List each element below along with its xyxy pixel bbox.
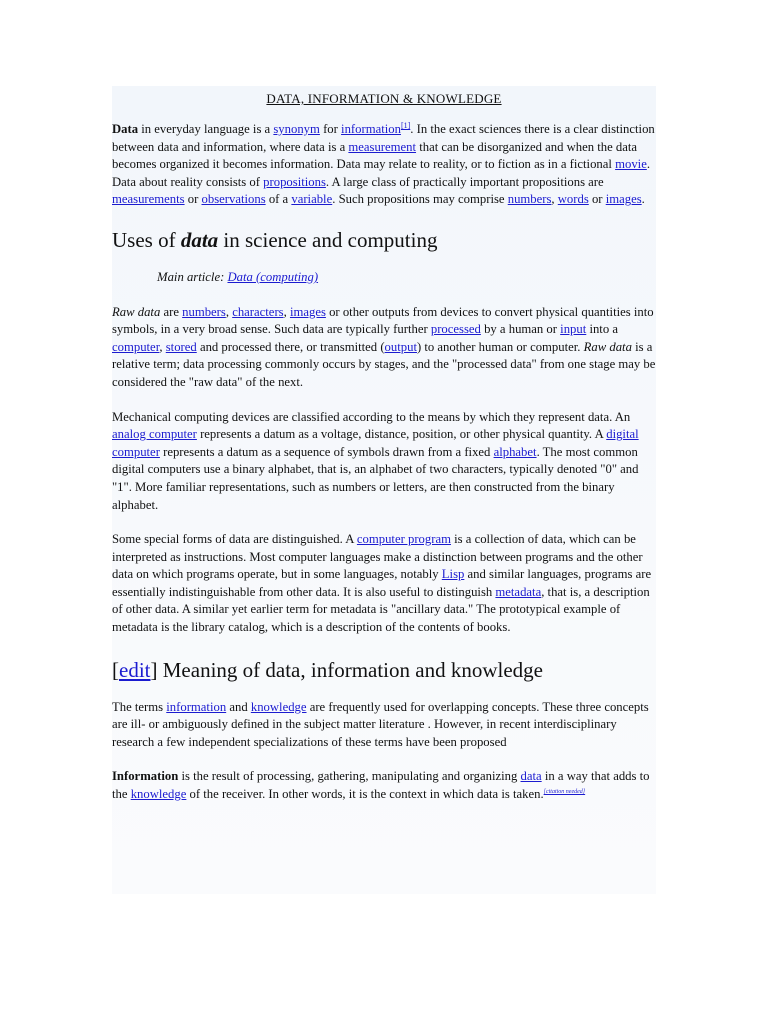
main-article-label: Main article: xyxy=(157,269,228,284)
link-knowledge[interactable]: knowledge xyxy=(250,699,307,714)
text-span: , xyxy=(159,339,166,354)
link-digital-computer[interactable]: digital computer xyxy=(112,427,639,459)
text-span: Some special forms of data are distinguished. A xyxy=(112,532,357,547)
link-information[interactable]: information xyxy=(341,122,401,136)
paragraph-information-definition xyxy=(112,768,656,803)
text-span: is a relative term; data processing commonly occurs by stages, and the "processed data" from one stage may be considered the "raw data" of the next. xyxy=(112,339,656,389)
link-propositions[interactable]: propositions xyxy=(263,174,326,189)
section-heading-meaning xyxy=(112,657,656,683)
heading-emphasis: data xyxy=(180,227,219,252)
document-page xyxy=(112,86,656,894)
link-information[interactable]: information xyxy=(166,699,227,714)
italic-term: Raw data xyxy=(583,339,632,354)
text-span: in a way that adds to the xyxy=(112,769,650,802)
link-observations[interactable]: observations xyxy=(201,192,266,207)
link-computer[interactable]: computer xyxy=(112,339,160,354)
text-span: or other outputs from devices to convert physical quantities into symbols, in a very broad sense. Such data are typically further xyxy=(112,304,654,337)
link-measurement[interactable]: measurement xyxy=(348,139,417,154)
link-computer-program[interactable]: computer program xyxy=(356,532,451,547)
paragraph-terms xyxy=(112,699,656,752)
bold-term-information: Information xyxy=(112,769,179,784)
text-span: , xyxy=(283,304,290,319)
paragraph-special-forms xyxy=(112,531,656,637)
link-numbers[interactable]: numbers xyxy=(507,192,552,207)
text-span: and xyxy=(226,699,251,714)
link-alphabet[interactable]: alphabet xyxy=(493,444,537,459)
text-span: or xyxy=(588,192,606,207)
link-knowledge[interactable]: knowledge xyxy=(130,787,187,802)
link-images[interactable]: images xyxy=(289,304,326,319)
link-numbers[interactable]: numbers xyxy=(182,304,226,319)
link-images[interactable]: images xyxy=(605,192,642,207)
text-span: , xyxy=(225,304,233,319)
text-span: . Data about reality consists of xyxy=(112,157,650,189)
heading-text: Uses of xyxy=(112,227,181,252)
link-processed[interactable]: processed xyxy=(430,322,481,337)
text-span: ) to another human or computer. xyxy=(416,339,584,354)
bracket-close: ] xyxy=(150,657,158,682)
text-span: and processed there, or transmitted ( xyxy=(196,339,385,354)
paragraph-raw-data xyxy=(112,304,656,392)
text-span: for xyxy=(319,122,342,136)
text-span: of a xyxy=(265,192,292,207)
paragraph-mechanical-computing xyxy=(112,409,656,515)
text-span: The terms xyxy=(112,699,167,714)
text-span: . Such propositions may comprise xyxy=(332,192,508,207)
footnote-reference-1[interactable]: [1] xyxy=(400,120,411,130)
link-movie[interactable]: movie xyxy=(615,157,647,172)
main-article-note xyxy=(157,269,656,287)
text-span: are frequently used for overlapping concepts. These three concepts are ill- or ambiguously defined in the subject matter literature . However, in recent interdisciplinary research a few independent specializations of these terms have been proposed xyxy=(112,699,649,749)
link-stored[interactable]: stored xyxy=(165,339,197,354)
text-span: . The most common digital computers use a binary alphabet, that is, an alphabet of two characters, typically denoted "0" and "1". More familiar representations, such as numbers or letters, are then constructed from the binary alphabet. xyxy=(112,444,639,512)
text-span: in everyday language is a xyxy=(138,122,274,136)
document-title: DATA, INFORMATION & KNOWLEDGE xyxy=(266,91,502,106)
text-span: Mechanical computing devices are classified according to the means by which they represent data. An xyxy=(112,409,631,424)
text-span: , xyxy=(551,192,558,207)
link-data[interactable]: data xyxy=(520,769,542,784)
citation-needed-link[interactable]: [citation needed] xyxy=(543,788,586,795)
link-characters[interactable]: characters xyxy=(232,304,284,319)
text-span: by a human or xyxy=(480,322,561,337)
link-words[interactable]: words xyxy=(557,192,589,207)
link-input[interactable]: input xyxy=(560,322,587,337)
bold-term-data: Data xyxy=(112,122,139,136)
edit-link[interactable]: edit xyxy=(119,657,151,682)
link-synonym[interactable]: synonym xyxy=(273,122,320,136)
section-heading-uses xyxy=(112,227,656,253)
paragraph-data-definition xyxy=(112,121,656,209)
link-data-computing[interactable]: Data (computing) xyxy=(227,269,319,284)
italic-term: Raw data xyxy=(112,304,161,319)
text-span: represents a datum as a voltage, distance, position, or other physical quantity. A xyxy=(196,427,607,442)
bracket-open: [ xyxy=(112,657,119,682)
text-span: or xyxy=(184,192,202,207)
text-span: . xyxy=(641,192,645,207)
text-span: . In the exact sciences there is a clear distinction between data and information, where data is a xyxy=(112,122,655,154)
link-measurements[interactable]: measurements xyxy=(112,192,185,207)
heading-text: in science and computing xyxy=(218,227,438,252)
link-variable[interactable]: variable xyxy=(291,192,333,207)
link-lisp[interactable]: Lisp xyxy=(441,567,465,582)
link-analog-computer[interactable]: analog computer xyxy=(112,427,197,442)
text-span: . A large class of practically important propositions are xyxy=(325,174,604,189)
text-span: , that is, a description of other data. A similar yet earlier term for metadata is "ancillary data." The prototypical example of metadata is the library catalog, which is a description of the contents of books. xyxy=(112,584,650,635)
text-span: are xyxy=(160,304,183,319)
heading-text: Meaning of data, information and knowledge xyxy=(157,657,543,682)
text-span: that can be disorganized and when the data becomes organized it becomes information. Data may relate to reality, or to fiction as in a fictional xyxy=(112,139,638,172)
text-span: represents a datum as a sequence of symbols drawn from a fixed xyxy=(159,444,494,459)
text-span: and similar languages, programs are essentially indistinguishable from other data. It is also useful to distinguish xyxy=(112,567,652,599)
text-span: of the receiver. In other words, it is the context in which data is taken. xyxy=(186,787,544,802)
text-span: is the result of processing, gathering, manipulating and organizing xyxy=(178,769,521,784)
link-metadata[interactable]: metadata xyxy=(495,584,542,599)
text-span: into a xyxy=(586,322,618,337)
link-output[interactable]: output xyxy=(384,339,417,354)
text-span: is a collection of data, which can be interpreted as instructions. Most computer languages make a distinction between programs and the other data on which programs operate, but in some languages, notably xyxy=(112,532,643,582)
